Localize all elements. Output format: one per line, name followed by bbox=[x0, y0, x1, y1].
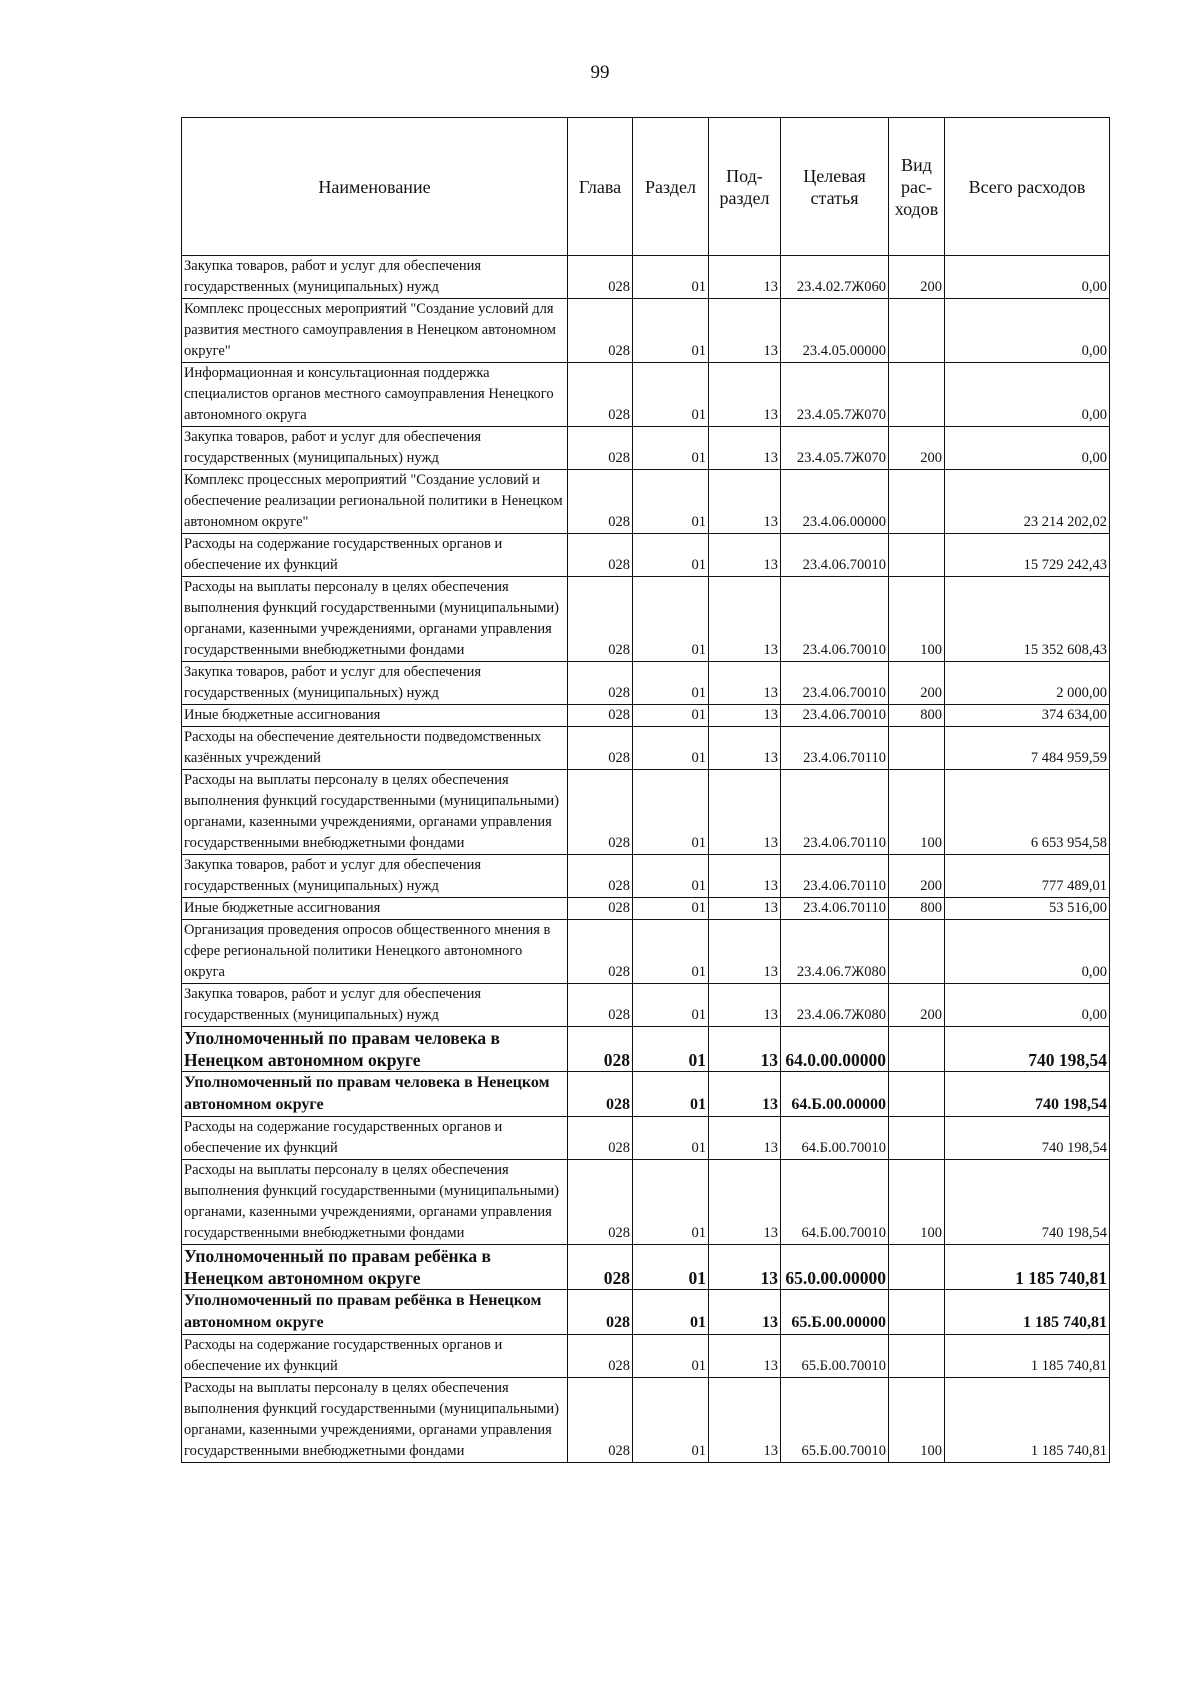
cell-section: 01 bbox=[633, 1117, 709, 1160]
cell-name: Закупка товаров, работ и услуг для обеспечения государственных (муниципальных) нужд bbox=[182, 256, 568, 299]
cell-expense-type: 800 bbox=[889, 898, 945, 920]
cell-total: 0,00 bbox=[945, 427, 1110, 470]
cell-expense-type bbox=[889, 534, 945, 577]
cell-name: Расходы на выплаты персоналу в целях обеспечения выполнения функций государственными (муниципальными) органами, казенными учреждениями, органами управления государственными внебюджетными фондами bbox=[182, 1378, 568, 1463]
cell-expense-type: 200 bbox=[889, 855, 945, 898]
cell-section: 01 bbox=[633, 1290, 709, 1335]
table-row bbox=[182, 1160, 1110, 1245]
cell-chapter: 028 bbox=[568, 855, 633, 898]
cell-subsection: 13 bbox=[709, 1290, 781, 1335]
table-row bbox=[182, 1027, 1110, 1072]
cell-name: Уполномоченный по правам человека в Ненецком автономном округе bbox=[182, 1072, 568, 1117]
cell-expense-type: 100 bbox=[889, 770, 945, 855]
cell-name: Расходы на выплаты персоналу в целях обеспечения выполнения функций государственными (муниципальными) органами, казенными учреждениями, органами управления государственными внебюджетными фондами bbox=[182, 770, 568, 855]
cell-subsection: 13 bbox=[709, 770, 781, 855]
cell-name: Закупка товаров, работ и услуг для обеспечения государственных (муниципальных) нужд bbox=[182, 427, 568, 470]
cell-target-item: 23.4.06.70110 bbox=[781, 770, 889, 855]
cell-target-item: 65.Б.00.00000 bbox=[781, 1290, 889, 1335]
cell-subsection: 13 bbox=[709, 363, 781, 427]
budget-table bbox=[181, 117, 1110, 1463]
table-row bbox=[182, 770, 1110, 855]
cell-subsection: 13 bbox=[709, 662, 781, 705]
cell-section: 01 bbox=[633, 1160, 709, 1245]
cell-target-item: 23.4.05.00000 bbox=[781, 299, 889, 363]
cell-subsection: 13 bbox=[709, 534, 781, 577]
table-row bbox=[182, 898, 1110, 920]
cell-expense-type: 200 bbox=[889, 662, 945, 705]
cell-expense-type bbox=[889, 470, 945, 534]
cell-total: 2 000,00 bbox=[945, 662, 1110, 705]
cell-total: 15 352 608,43 bbox=[945, 577, 1110, 662]
cell-subsection: 13 bbox=[709, 1245, 781, 1290]
cell-subsection: 13 bbox=[709, 920, 781, 984]
cell-name: Иные бюджетные ассигнования bbox=[182, 898, 568, 920]
cell-name: Иные бюджетные ассигнования bbox=[182, 705, 568, 727]
cell-name: Закупка товаров, работ и услуг для обеспечения государственных (муниципальных) нужд bbox=[182, 984, 568, 1027]
cell-total: 1 185 740,81 bbox=[945, 1335, 1110, 1378]
cell-subsection: 13 bbox=[709, 1027, 781, 1072]
cell-chapter: 028 bbox=[568, 534, 633, 577]
cell-target-item: 65.0.00.00000 bbox=[781, 1245, 889, 1290]
cell-chapter: 028 bbox=[568, 256, 633, 299]
table-row bbox=[182, 984, 1110, 1027]
cell-subsection: 13 bbox=[709, 727, 781, 770]
table-row bbox=[182, 534, 1110, 577]
cell-subsection: 13 bbox=[709, 1378, 781, 1463]
cell-target-item: 64.Б.00.70010 bbox=[781, 1117, 889, 1160]
cell-subsection: 13 bbox=[709, 1117, 781, 1160]
cell-name: Уполномоченный по правам человека в Ненецком автономном округе bbox=[182, 1027, 568, 1072]
cell-name: Расходы на содержание государственных органов и обеспечение их функций bbox=[182, 1117, 568, 1160]
cell-target-item: 23.4.06.70110 bbox=[781, 855, 889, 898]
cell-target-item: 64.Б.00.70010 bbox=[781, 1160, 889, 1245]
cell-name: Уполномоченный по правам ребёнка в Ненецком автономном округе bbox=[182, 1290, 568, 1335]
cell-chapter: 028 bbox=[568, 1117, 633, 1160]
cell-subsection: 13 bbox=[709, 470, 781, 534]
table-row bbox=[182, 470, 1110, 534]
cell-chapter: 028 bbox=[568, 705, 633, 727]
cell-section: 01 bbox=[633, 299, 709, 363]
cell-subsection: 13 bbox=[709, 705, 781, 727]
cell-total: 0,00 bbox=[945, 920, 1110, 984]
cell-chapter: 028 bbox=[568, 299, 633, 363]
cell-section: 01 bbox=[633, 1027, 709, 1072]
cell-expense-type: 800 bbox=[889, 705, 945, 727]
cell-expense-type bbox=[889, 1245, 945, 1290]
cell-expense-type bbox=[889, 363, 945, 427]
cell-chapter: 028 bbox=[568, 1335, 633, 1378]
cell-total: 0,00 bbox=[945, 299, 1110, 363]
cell-total: 740 198,54 bbox=[945, 1117, 1110, 1160]
cell-section: 01 bbox=[633, 577, 709, 662]
header-section: Раздел bbox=[633, 118, 709, 256]
header-expense-type: Вид рас-ходов bbox=[889, 118, 945, 256]
cell-section: 01 bbox=[633, 662, 709, 705]
cell-total: 374 634,00 bbox=[945, 705, 1110, 727]
cell-total: 6 653 954,58 bbox=[945, 770, 1110, 855]
cell-chapter: 028 bbox=[568, 770, 633, 855]
table-row bbox=[182, 1378, 1110, 1463]
cell-chapter: 028 bbox=[568, 727, 633, 770]
cell-target-item: 23.4.06.70010 bbox=[781, 705, 889, 727]
cell-expense-type: 100 bbox=[889, 577, 945, 662]
cell-target-item: 64.0.00.00000 bbox=[781, 1027, 889, 1072]
cell-chapter: 028 bbox=[568, 577, 633, 662]
cell-target-item: 23.4.02.7Ж060 bbox=[781, 256, 889, 299]
cell-expense-type: 200 bbox=[889, 427, 945, 470]
cell-target-item: 64.Б.00.00000 bbox=[781, 1072, 889, 1117]
cell-subsection: 13 bbox=[709, 984, 781, 1027]
table-row bbox=[182, 1072, 1110, 1117]
table-row bbox=[182, 920, 1110, 984]
cell-subsection: 13 bbox=[709, 577, 781, 662]
cell-chapter: 028 bbox=[568, 662, 633, 705]
cell-name: Расходы на выплаты персоналу в целях обеспечения выполнения функций государственными (муниципальными) органами, казенными учреждениями, органами управления государственными внебюджетными фондами bbox=[182, 1160, 568, 1245]
cell-total: 0,00 bbox=[945, 984, 1110, 1027]
cell-section: 01 bbox=[633, 898, 709, 920]
cell-total: 740 198,54 bbox=[945, 1160, 1110, 1245]
cell-expense-type: 100 bbox=[889, 1378, 945, 1463]
cell-expense-type bbox=[889, 299, 945, 363]
cell-name: Информационная и консультационная поддержка специалистов органов местного самоуправления Ненецкого автономного округа bbox=[182, 363, 568, 427]
cell-chapter: 028 bbox=[568, 1378, 633, 1463]
cell-total: 1 185 740,81 bbox=[945, 1378, 1110, 1463]
table-row bbox=[182, 727, 1110, 770]
cell-total: 740 198,54 bbox=[945, 1027, 1110, 1072]
cell-subsection: 13 bbox=[709, 898, 781, 920]
cell-name: Уполномоченный по правам ребёнка в Ненецком автономном округе bbox=[182, 1245, 568, 1290]
cell-subsection: 13 bbox=[709, 855, 781, 898]
table-row bbox=[182, 662, 1110, 705]
table-row bbox=[182, 577, 1110, 662]
cell-target-item: 23.4.05.7Ж070 bbox=[781, 363, 889, 427]
cell-total: 1 185 740,81 bbox=[945, 1245, 1110, 1290]
cell-total: 1 185 740,81 bbox=[945, 1290, 1110, 1335]
cell-subsection: 13 bbox=[709, 299, 781, 363]
cell-chapter: 028 bbox=[568, 984, 633, 1027]
cell-section: 01 bbox=[633, 705, 709, 727]
table-row bbox=[182, 1335, 1110, 1378]
cell-target-item: 23.4.06.00000 bbox=[781, 470, 889, 534]
cell-chapter: 028 bbox=[568, 1245, 633, 1290]
cell-section: 01 bbox=[633, 855, 709, 898]
cell-target-item: 23.4.06.70110 bbox=[781, 898, 889, 920]
table-row bbox=[182, 427, 1110, 470]
table-row bbox=[182, 1245, 1110, 1290]
cell-target-item: 23.4.06.7Ж080 bbox=[781, 984, 889, 1027]
cell-name: Расходы на обеспечение деятельности подведомственных казённых учреждений bbox=[182, 727, 568, 770]
cell-chapter: 028 bbox=[568, 1072, 633, 1117]
cell-expense-type: 100 bbox=[889, 1160, 945, 1245]
cell-target-item: 23.4.06.7Ж080 bbox=[781, 920, 889, 984]
table-row bbox=[182, 299, 1110, 363]
cell-expense-type bbox=[889, 1027, 945, 1072]
cell-name: Закупка товаров, работ и услуг для обеспечения государственных (муниципальных) нужд bbox=[182, 662, 568, 705]
table-row bbox=[182, 705, 1110, 727]
cell-total: 7 484 959,59 bbox=[945, 727, 1110, 770]
cell-section: 01 bbox=[633, 920, 709, 984]
cell-target-item: 23.4.06.70010 bbox=[781, 577, 889, 662]
cell-total: 0,00 bbox=[945, 256, 1110, 299]
cell-section: 01 bbox=[633, 770, 709, 855]
cell-expense-type bbox=[889, 920, 945, 984]
cell-name: Расходы на выплаты персоналу в целях обеспечения выполнения функций государственными (муниципальными) органами, казенными учреждениями, органами управления государственными внебюджетными фондами bbox=[182, 577, 568, 662]
cell-subsection: 13 bbox=[709, 1072, 781, 1117]
cell-subsection: 13 bbox=[709, 256, 781, 299]
page-number: 99 bbox=[590, 62, 610, 83]
cell-chapter: 028 bbox=[568, 363, 633, 427]
cell-expense-type: 200 bbox=[889, 984, 945, 1027]
cell-target-item: 23.4.05.7Ж070 bbox=[781, 427, 889, 470]
cell-name: Комплекс процессных мероприятий "Создание условий и обеспечение реализации региональной политики в Ненецком автономном округе" bbox=[182, 470, 568, 534]
cell-section: 01 bbox=[633, 1072, 709, 1117]
cell-target-item: 23.4.06.70010 bbox=[781, 662, 889, 705]
cell-expense-type: 200 bbox=[889, 256, 945, 299]
cell-chapter: 028 bbox=[568, 1027, 633, 1072]
cell-name: Организация проведения опросов общественного мнения в сфере региональной политики Ненецкого автономного округа bbox=[182, 920, 568, 984]
cell-chapter: 028 bbox=[568, 1160, 633, 1245]
cell-target-item: 65.Б.00.70010 bbox=[781, 1378, 889, 1463]
cell-section: 01 bbox=[633, 256, 709, 299]
cell-section: 01 bbox=[633, 1335, 709, 1378]
cell-total: 15 729 242,43 bbox=[945, 534, 1110, 577]
table-row bbox=[182, 1290, 1110, 1335]
cell-expense-type bbox=[889, 727, 945, 770]
cell-section: 01 bbox=[633, 1245, 709, 1290]
cell-subsection: 13 bbox=[709, 427, 781, 470]
cell-total: 740 198,54 bbox=[945, 1072, 1110, 1117]
table-header-row bbox=[182, 118, 1110, 256]
cell-section: 01 bbox=[633, 727, 709, 770]
cell-total: 777 489,01 bbox=[945, 855, 1110, 898]
header-target-item: Целевая статья bbox=[781, 118, 889, 256]
cell-target-item: 23.4.06.70010 bbox=[781, 534, 889, 577]
cell-chapter: 028 bbox=[568, 427, 633, 470]
cell-total: 53 516,00 bbox=[945, 898, 1110, 920]
cell-expense-type bbox=[889, 1290, 945, 1335]
cell-name: Комплекс процессных мероприятий "Создание условий для развития местного самоуправления в Ненецком автономном округе" bbox=[182, 299, 568, 363]
cell-target-item: 23.4.06.70110 bbox=[781, 727, 889, 770]
cell-name: Расходы на содержание государственных органов и обеспечение их функций bbox=[182, 1335, 568, 1378]
cell-expense-type bbox=[889, 1335, 945, 1378]
table-row bbox=[182, 363, 1110, 427]
header-name: Наименование bbox=[182, 118, 568, 256]
cell-section: 01 bbox=[633, 1378, 709, 1463]
table-row bbox=[182, 1117, 1110, 1160]
table-row bbox=[182, 855, 1110, 898]
cell-expense-type bbox=[889, 1117, 945, 1160]
cell-subsection: 13 bbox=[709, 1160, 781, 1245]
table-row bbox=[182, 256, 1110, 299]
cell-expense-type bbox=[889, 1072, 945, 1117]
cell-total: 23 214 202,02 bbox=[945, 470, 1110, 534]
header-chapter: Глава bbox=[568, 118, 633, 256]
cell-section: 01 bbox=[633, 363, 709, 427]
cell-chapter: 028 bbox=[568, 470, 633, 534]
cell-section: 01 bbox=[633, 984, 709, 1027]
cell-chapter: 028 bbox=[568, 898, 633, 920]
cell-section: 01 bbox=[633, 470, 709, 534]
cell-name: Закупка товаров, работ и услуг для обеспечения государственных (муниципальных) нужд bbox=[182, 855, 568, 898]
cell-total: 0,00 bbox=[945, 363, 1110, 427]
cell-section: 01 bbox=[633, 427, 709, 470]
table-body bbox=[182, 256, 1110, 1463]
header-subsection: Под-раздел bbox=[709, 118, 781, 256]
cell-target-item: 65.Б.00.70010 bbox=[781, 1335, 889, 1378]
cell-chapter: 028 bbox=[568, 1290, 633, 1335]
header-total: Всего расходов bbox=[945, 118, 1110, 256]
cell-chapter: 028 bbox=[568, 920, 633, 984]
cell-section: 01 bbox=[633, 534, 709, 577]
cell-subsection: 13 bbox=[709, 1335, 781, 1378]
cell-name: Расходы на содержание государственных органов и обеспечение их функций bbox=[182, 534, 568, 577]
